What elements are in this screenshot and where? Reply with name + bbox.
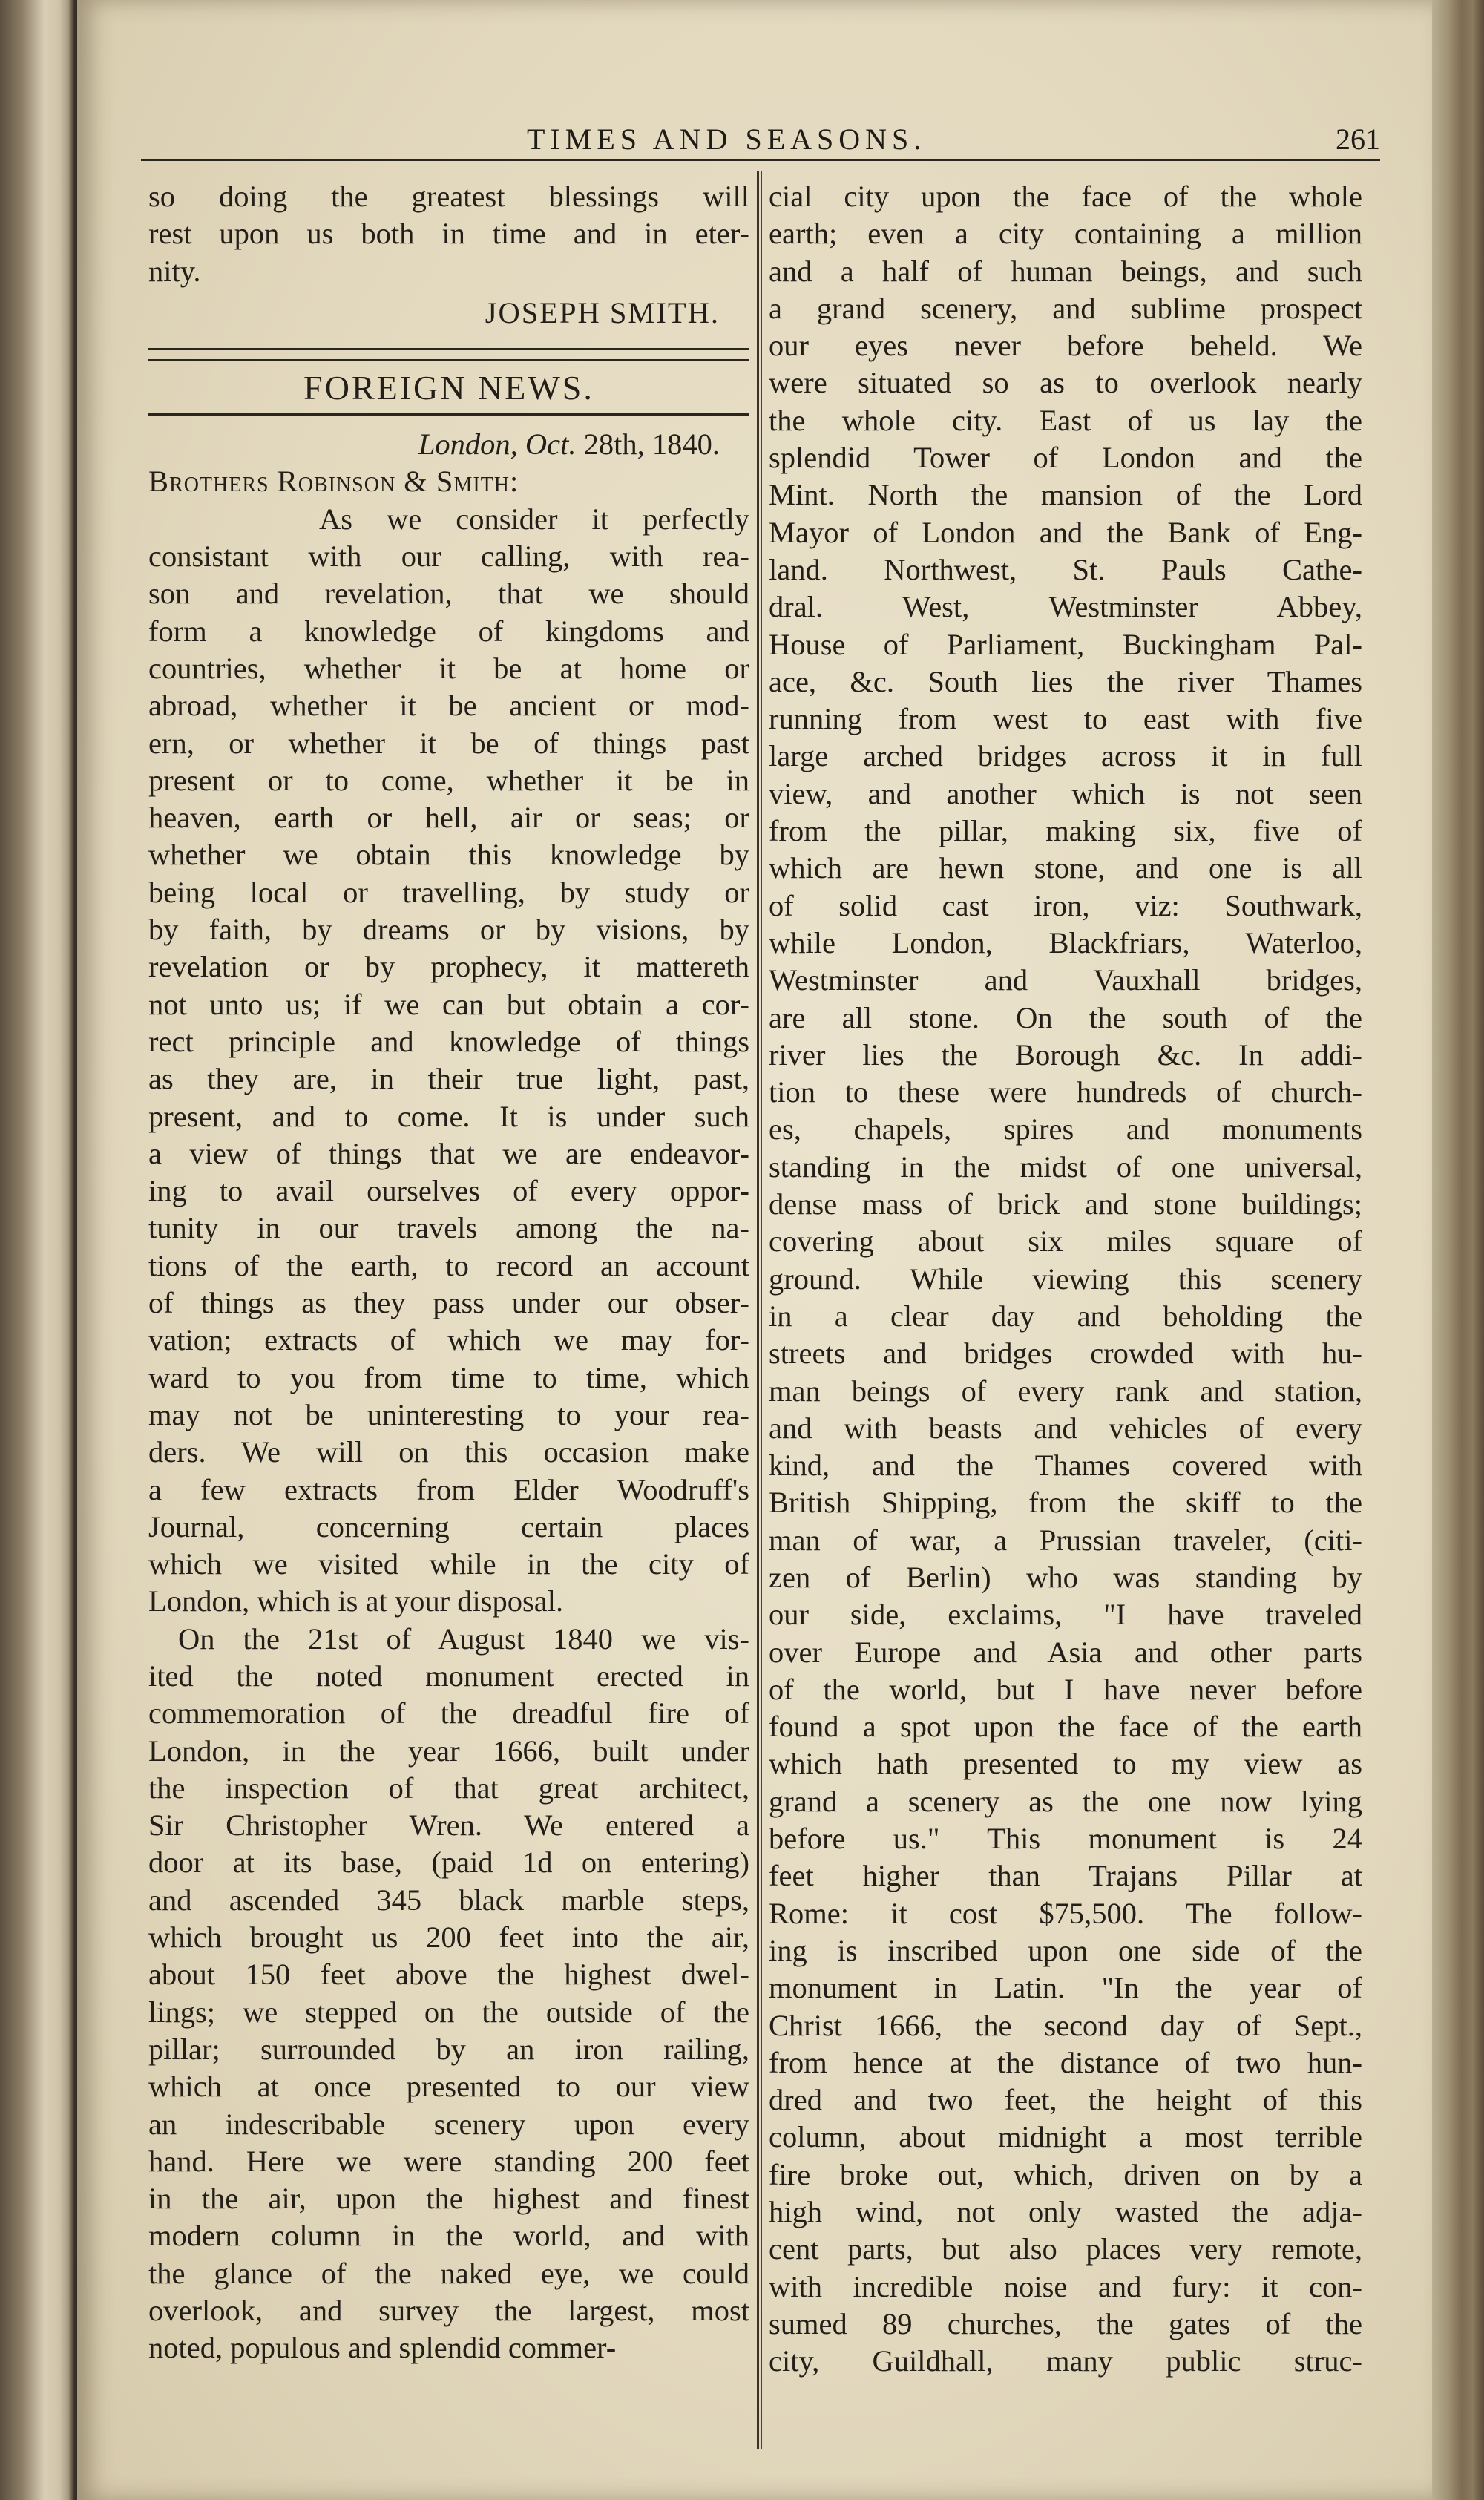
text-line: of the world, but I have never before: [769, 1672, 1362, 1706]
text-line: our eyes never before beheld. We: [769, 329, 1362, 363]
text-line: a grand scenery, and sublime prospect: [769, 291, 1362, 325]
dateline: [148, 426, 749, 463]
right-column: [769, 178, 1362, 2381]
text-line: abroad, whether it be ancient or mod-: [148, 689, 749, 723]
text-line: tunity in our travels among the na-: [148, 1211, 749, 1245]
letter-paragraph-2: [148, 1621, 749, 2367]
text-line: heaven, earth or hell, air or seas; or: [148, 801, 749, 835]
text-line: countries, whether it be at home or: [148, 651, 749, 685]
text-line: nity.: [148, 254, 201, 288]
text-line: grand a scenery as the one now lying: [769, 1784, 1362, 1818]
text-line: feet higher than Trajans Pillar at: [769, 1859, 1362, 1893]
text-line: kind, and the Thames covered with: [769, 1449, 1362, 1483]
text-line: commemoration of the dreadful fire of: [148, 1696, 749, 1730]
text-line: as they are, in their true light, past,: [148, 1062, 749, 1096]
text-line: by faith, by dreams or by visions, by: [148, 913, 749, 947]
text-line: As we consider it perfectly: [319, 502, 749, 536]
text-line: from the pillar, making six, five of: [769, 814, 1362, 848]
text-line: cent parts, but also places very remote,: [769, 2232, 1362, 2266]
text-line: dral. West, Westminster Abbey,: [769, 590, 1362, 624]
text-line: may not be uninteresting to your rea-: [148, 1397, 749, 1431]
text-line: running from west to east with five: [769, 702, 1362, 736]
text-line: of things as they pass under our obser-: [148, 1286, 749, 1320]
text-line: British Shipping, from the skiff to the: [769, 1486, 1362, 1520]
text-line: splendid Tower of London and the: [769, 441, 1362, 475]
text-line: streets and bridges crowded with hu-: [769, 1336, 1362, 1371]
text-line: ited the noted monument erected in: [148, 1659, 749, 1693]
signature: JOSEPH SMITH.: [485, 295, 720, 329]
text-line: On the 21st of August 1840 we vis-: [178, 1621, 749, 1656]
text-line: Mayor of London and the Bank of Eng-: [769, 515, 1362, 549]
text-line: tion to these were hundreds of church-: [769, 1075, 1362, 1109]
text-line: which are hewn stone, and one is all: [769, 851, 1362, 885]
text-line: Mint. North the mansion of the Lord: [769, 478, 1362, 512]
text-line: while London, Blackfriars, Waterloo,: [769, 925, 1362, 959]
text-line: fire broke out, which, driven on by a: [769, 2157, 1362, 2191]
text-line: which hath presented to my view as: [769, 1747, 1362, 1781]
text-line: in a clear day and beholding the: [769, 1299, 1362, 1333]
text-line: which we visited while in the city of: [148, 1547, 749, 1581]
text-line: cial city upon the face of the whole: [769, 180, 1362, 213]
column-divider-inner: [761, 171, 762, 2449]
text-line: of solid cast iron, viz: Southwark,: [769, 888, 1362, 922]
text-line: are all stone. On the south of the: [769, 1000, 1362, 1034]
text-line: covering about six miles square of: [769, 1224, 1362, 1259]
text-line: dense mass of brick and stone buildings;: [769, 1187, 1362, 1221]
text-line: Westminster and Vauxhall bridges,: [769, 963, 1362, 997]
text-line: pillar; surrounded by an iron railing,: [148, 2032, 749, 2066]
text-line: and ascended 345 black marble steps,: [148, 1883, 749, 1917]
salutation: Brothers Robinson & Smith:: [148, 465, 519, 499]
section-title: FOREIGN NEWS.: [303, 369, 594, 407]
dateline-place: London, Oct.: [418, 427, 577, 462]
text-line: being local or travelling, by study or: [148, 875, 749, 909]
column-divider: [757, 171, 759, 2449]
text-line: London, in the year 1666, built under: [148, 1733, 749, 1768]
header-rule: [141, 159, 1380, 161]
page-edge: [1432, 0, 1484, 2500]
text-line: zen of Berlin) who was standing by: [769, 1560, 1362, 1594]
text-line: an indescribable scenery upon every: [148, 2107, 749, 2141]
text-line: Christ 1666, the second day of Sept.,: [769, 2008, 1362, 2042]
text-line: the inspection of that great architect,: [148, 1771, 749, 1805]
page-header: [141, 119, 1380, 156]
text-line: Rome: it cost $75,500. The follow-: [769, 1896, 1362, 1930]
text-line: door at its base, (paid 1d on entering): [148, 1846, 749, 1880]
text-line: and with beasts and vehicles of every: [769, 1411, 1362, 1445]
text-line: dred and two feet, the height of this: [769, 2083, 1362, 2117]
intro-text: [148, 178, 749, 290]
text-line: ing to avail ourselves of every oppor-: [148, 1174, 749, 1208]
text-line: son and revelation, that we should: [148, 577, 749, 611]
text-line: man of war, a Prussian traveler, (citi-: [769, 1523, 1362, 1557]
text-line: with incredible noise and fury: it con-: [769, 2269, 1362, 2303]
text-line: the whole city. East of us lay the: [769, 403, 1362, 437]
text-line: which brought us 200 feet into the air,: [148, 1920, 749, 1955]
text-line: sumed 89 churches, the gates of the: [769, 2306, 1362, 2340]
text-line: revelation or by prophecy, it mattereth: [148, 950, 749, 984]
text-line: Sir Christopher Wren. We entered a: [148, 1808, 749, 1843]
text-line: were situated so as to overlook nearly: [769, 366, 1362, 400]
left-column: [148, 178, 749, 2367]
text-line: Journal, concerning certain places: [148, 1509, 749, 1543]
text-line: ern, or whether it be of things past: [148, 726, 749, 760]
text-line: tions of the earth, to record an account: [148, 1248, 749, 1282]
text-line: ders. We will on this occasion make: [148, 1435, 749, 1469]
text-line: the glance of the naked eye, we could: [148, 2256, 749, 2290]
text-line: House of Parliament, Buckingham Pal-: [769, 627, 1362, 661]
text-line: over Europe and Asia and other parts: [769, 1635, 1362, 1669]
text-line: overlook, and survey the largest, most: [148, 2294, 749, 2328]
text-line: man beings of every rank and station,: [769, 1374, 1362, 1408]
text-line: view, and another which is not seen: [769, 776, 1362, 810]
text-line: high wind, not only wasted the adja-: [769, 2195, 1362, 2229]
text-line: whether we obtain this knowledge by: [148, 838, 749, 872]
text-line: about 150 feet above the highest dwel-: [148, 1958, 749, 1992]
running-head: TIMES AND SEASONS.: [527, 122, 927, 156]
text-line: so doing the greatest blessings will: [148, 180, 749, 213]
text-line: not unto us; if we can but obtain a cor-: [148, 987, 749, 1021]
text-line: London, which is at your disposal.: [148, 1584, 564, 1618]
text-line: hand. Here we were standing 200 feet: [148, 2144, 749, 2178]
text-line: present or to come, whether it be in: [148, 763, 749, 797]
text-line: and a half of human beings, and such: [769, 254, 1362, 288]
letter-paragraph-1: [148, 501, 749, 1621]
text-line: a few extracts from Elder Woodruff's: [148, 1472, 749, 1506]
text-line: river lies the Borough &c. In addi-: [769, 1037, 1362, 1072]
text-line: land. Northwest, St. Pauls Cathe-: [769, 552, 1362, 586]
text-line: city, Guildhall, many public struc-: [769, 2344, 1362, 2378]
text-line: ing is inscribed upon one side of the: [769, 1933, 1362, 1967]
text-line: monument in Latin. "In the year of: [769, 1971, 1362, 2005]
text-line: large arched bridges across it in full: [769, 739, 1362, 773]
text-line: ground. While viewing this scenery: [769, 1262, 1362, 1296]
text-line: from hence at the distance of two hun-: [769, 2045, 1362, 2079]
text-line: es, chapels, spires and monuments: [769, 1112, 1362, 1146]
text-line: rest upon us both in time and in eter-: [148, 217, 749, 251]
text-line: ward to you from time to time, which: [148, 1360, 749, 1394]
text-line: rect principle and knowledge of things: [148, 1024, 749, 1058]
text-line: a view of things that we are endeavor-: [148, 1136, 749, 1170]
page-number: 261: [1336, 122, 1380, 156]
section-rule: [148, 413, 749, 416]
text-line: form a knowledge of kingdoms and: [148, 614, 749, 648]
text-line: in the air, upon the highest and finest: [148, 2182, 749, 2216]
text-line: our side, exclaims, "I have traveled: [769, 1598, 1362, 1632]
text-line: noted, populous and splendid commer-: [148, 2331, 617, 2365]
text-line: modern column in the world, and with: [148, 2219, 749, 2253]
section-double-rule: [148, 348, 749, 361]
text-line: standing in the midst of one universal,: [769, 1149, 1362, 1184]
text-line: before us." This monument is 24: [769, 1822, 1362, 1856]
text-line: consistant with our calling, with rea-: [148, 539, 749, 574]
dateline-date: 28th, 1840.: [583, 427, 720, 462]
text-line: lings; we stepped on the outside of the: [148, 1995, 749, 2029]
text-line: present, and to come. It is under such: [148, 1099, 749, 1133]
text-line: found a spot upon the face of the earth: [769, 1710, 1362, 1744]
text-line: which at once presented to our view: [148, 2070, 749, 2104]
text-line: column, about midnight a most terrible: [769, 2120, 1362, 2154]
text-line: vation; extracts of which we may for-: [148, 1323, 749, 1357]
text-line: earth; even a city containing a million: [769, 217, 1362, 251]
text-line: ace, &c. South lies the river Thames: [769, 664, 1362, 698]
